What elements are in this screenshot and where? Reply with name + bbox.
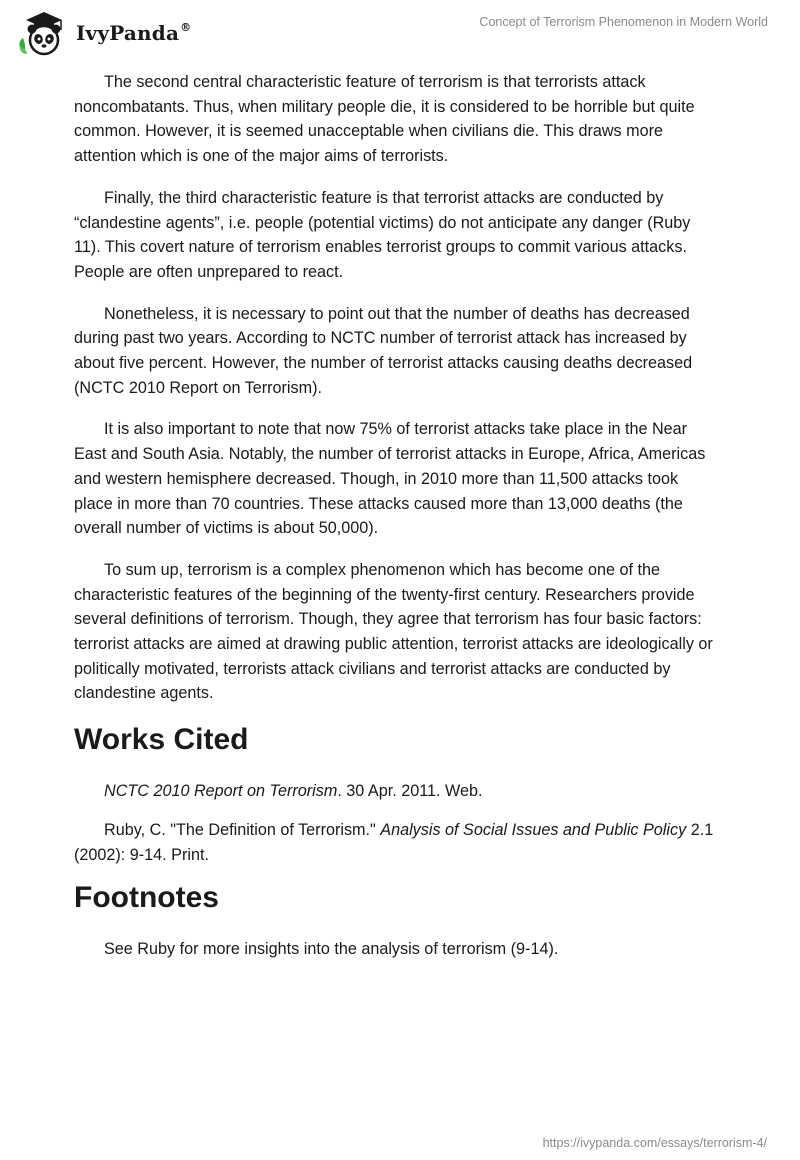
paragraph: To sum up, terrorism is a complex phenomenon which has become one of the characteristic features of the beginning of the twenty-first century. Researchers provide several definitions of terrorism. Though, they agree that terrorism has four basic factors: terrorist attacks are aimed at drawing public attention, terrorist attacks are ideologically or politically motivated, terrorists attack civilians and terrorist attacks are conducted by clandestine agents. xyxy=(74,560,713,703)
source-url[interactable]: https://ivypanda.com/essays/terrorism-4/ xyxy=(542,1136,767,1150)
brand-name: IvyPanda® xyxy=(76,21,192,45)
paragraph: It is also important to note that now 75% of terrorist attacks take place in the Near East and South Asia. Notably, the number of terrorist attacks in Europe, Africa, Americas and western hemisphere decreased. Though, in 2010 more than 11,500 attacks took place in more than 70 countries. These attacks caused more than 13,000 deaths (the overall number of victims is about 50,000). xyxy=(74,420,706,538)
footnote-item: See Ruby for more insights into the analysis of terrorism (9-14). xyxy=(104,940,559,959)
paragraph: Nonetheless, it is necessary to point out that the number of deaths has decreased during past two years. According to NCTC number of terrorist attack has increased by about five percent. However, the number of terrorist attacks causing deaths decreased (NCTC 2010 Report on Terrorism). xyxy=(74,304,693,397)
page-header xyxy=(0,0,800,70)
citation-entry: Ruby, C. "The Definition of Terrorism." Analysis of Social Issues and Public Policy 2.1 (2002): 9-14. Print. xyxy=(74,820,714,864)
works-cited-heading: Works Cited xyxy=(74,723,249,757)
citation-entry: NCTC 2010 Report on Terrorism. 30 Apr. 2011. Web. xyxy=(104,782,483,801)
document-title: Concept of Terrorism Phenomenon in Modern World xyxy=(479,15,768,29)
brand-logo[interactable] xyxy=(14,8,191,58)
panda-graduate-icon xyxy=(14,8,72,58)
essay-body xyxy=(74,70,720,962)
paragraph: The second central characteristic feature of terrorism is that terrorists attack noncombatants. Thus, when military people die, it is considered to be horrible but quite common. However, it is seemed unacceptable when civilians die. This draws more attention which is one of the major aims of terrorists. xyxy=(74,73,695,166)
footnotes-heading: Footnotes xyxy=(74,881,219,915)
paragraph: Finally, the third characteristic feature is that terrorist attacks are conducted by “clandestine agents”, i.e. people (potential victims) do not anticipate any danger (Ruby 11). This covert nature of terrorism enables terrorist groups to commit various attacks. People are often unprepared to react. xyxy=(74,188,691,281)
